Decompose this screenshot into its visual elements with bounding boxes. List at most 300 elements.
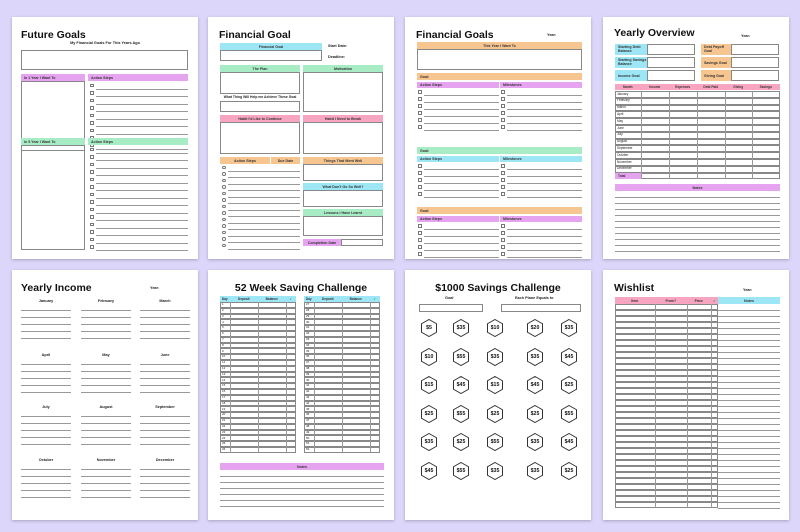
bullet-circle <box>222 192 226 196</box>
rule-line <box>718 418 780 419</box>
checkbox <box>418 118 422 122</box>
total-row <box>641 173 780 180</box>
rule-line <box>615 227 780 228</box>
hexagon-coin <box>421 348 437 366</box>
rule-line <box>424 257 499 258</box>
rule-line <box>507 130 582 131</box>
rule-line <box>615 233 780 234</box>
month-label: August <box>99 405 113 409</box>
checkbox <box>418 164 422 168</box>
day-number: 12 <box>222 366 226 370</box>
day-number: 4 <box>222 319 224 324</box>
checkbox <box>418 245 422 249</box>
milestones-header: Milestones <box>500 82 582 88</box>
rule-line <box>718 442 780 443</box>
rule-line <box>81 416 131 417</box>
rule-line <box>228 210 300 211</box>
page-yearly-overview <box>603 17 789 259</box>
month-label: September <box>155 405 175 409</box>
checkbox <box>90 193 94 197</box>
hexagon-coin <box>487 405 503 423</box>
rule-line <box>21 310 71 311</box>
day-number: 31 <box>306 325 310 330</box>
checkbox <box>501 118 505 122</box>
rule-line <box>21 385 71 386</box>
rule-line <box>96 134 188 135</box>
rule-line <box>424 183 499 184</box>
day-number: 40 <box>306 377 310 382</box>
hex-value: $45 <box>530 382 540 388</box>
rule-line <box>718 448 780 449</box>
checkbox <box>90 106 94 110</box>
hexagon-coin <box>421 433 437 451</box>
month-label: November <box>617 159 632 164</box>
day-number: 32 <box>306 331 310 336</box>
rule-line <box>21 317 71 318</box>
rule-line <box>424 236 499 237</box>
rule-line <box>21 444 71 445</box>
bullet-circle <box>222 237 226 241</box>
rule-line <box>140 430 190 431</box>
bullet-circle <box>222 211 226 215</box>
rule-line <box>615 203 780 204</box>
day-number: 52 <box>306 447 310 452</box>
checkbox <box>418 97 422 101</box>
rule-line <box>718 424 780 425</box>
rule-line <box>140 490 190 491</box>
rule-line <box>424 176 499 177</box>
rule-line <box>718 466 780 467</box>
rule-line <box>140 497 190 498</box>
month-label: December <box>155 458 175 462</box>
rule-line <box>424 169 499 170</box>
day-number: 49 <box>306 429 310 434</box>
checkbox <box>90 215 94 219</box>
rule-line <box>228 177 300 178</box>
day-number: 22 <box>222 424 226 428</box>
rule-line <box>220 482 384 483</box>
rule-line <box>424 130 499 131</box>
checkbox <box>90 99 94 103</box>
rule-line <box>718 490 780 491</box>
rule-line <box>228 197 300 198</box>
checkbox <box>501 231 505 235</box>
hexagon-coin <box>487 462 503 480</box>
month-label: June <box>160 353 170 357</box>
rule-line <box>81 497 131 498</box>
rule-line <box>615 197 780 198</box>
hexagon-coin <box>527 462 543 480</box>
rule-line <box>228 190 300 191</box>
checkbox <box>501 192 505 196</box>
rule-line <box>507 190 582 191</box>
subtitle: My Financial Goals For This Years Ago <box>70 41 140 45</box>
column-header: Expenses <box>669 84 697 90</box>
hexagon-coin <box>487 376 503 394</box>
month-label: April <box>617 111 624 116</box>
month-label: August <box>617 139 627 144</box>
rule-line <box>228 184 300 185</box>
went-well-header: Things That Went Well <box>303 157 383 164</box>
starting-savings-box <box>647 57 695 68</box>
bullet-circle <box>222 166 226 170</box>
goal-box <box>419 304 483 312</box>
hexagon-coin <box>561 319 577 337</box>
rule-line <box>220 506 384 507</box>
rule-line <box>718 508 780 509</box>
rule-line <box>615 239 780 240</box>
hexagon-coin <box>487 319 503 337</box>
rule-line <box>140 416 190 417</box>
checkbox <box>90 84 94 88</box>
page-title: Wishlist <box>614 282 655 294</box>
year-label: Year: <box>743 288 753 292</box>
rule-line <box>21 437 71 438</box>
checkbox <box>418 238 422 242</box>
rule-line <box>96 126 188 127</box>
checkbox <box>90 200 94 204</box>
rule-line <box>81 444 131 445</box>
milestones-header: Milestones <box>500 156 582 162</box>
deadline: Deadline: <box>328 55 346 59</box>
rule-line <box>718 388 780 389</box>
rule-line <box>140 331 190 332</box>
rule-line <box>228 229 300 230</box>
action-steps-header: Action Steps <box>417 156 499 162</box>
notes-lines <box>615 191 780 251</box>
checkbox <box>501 111 505 115</box>
rule-line <box>96 205 188 206</box>
year-label: Year: <box>547 33 557 37</box>
rule-line <box>21 338 71 339</box>
hexagon-coin <box>453 376 469 394</box>
page-financial-goal <box>208 17 394 259</box>
habit-break-header: Habit I Need to Break <box>303 115 383 122</box>
rule-line <box>424 102 499 103</box>
rule-line <box>507 95 582 96</box>
hexagon-coin <box>487 348 503 366</box>
help-box <box>220 101 300 112</box>
month-label: May <box>102 353 110 357</box>
day-number: 51 <box>306 441 310 446</box>
rule-line <box>21 331 71 332</box>
rule-line <box>21 371 71 372</box>
rule-line <box>140 437 190 438</box>
rule-line <box>21 497 71 498</box>
bullet-circle <box>222 179 226 183</box>
hex-value: $10 <box>490 325 500 331</box>
hexagon-coin <box>527 433 543 451</box>
rule-line <box>140 476 190 477</box>
rule-line <box>615 245 780 246</box>
rule-line <box>615 215 780 216</box>
column-header: Day <box>221 297 228 301</box>
hexagon-coin <box>453 405 469 423</box>
starting-savings: Starting Savings Balance <box>615 57 647 68</box>
rule-line <box>96 104 188 105</box>
page-title: Financial Goal <box>219 29 291 41</box>
rule-line <box>96 235 188 236</box>
rule-line <box>718 496 780 497</box>
rule-line <box>96 111 188 112</box>
rule-line <box>424 109 499 110</box>
day-number: 34 <box>306 342 310 347</box>
day-number: 14 <box>222 377 226 382</box>
goal-bar: Goal: <box>417 207 582 214</box>
bullet-circle <box>222 205 226 209</box>
day-number: 30 <box>306 319 310 324</box>
day-number: 27 <box>306 302 310 307</box>
completion-box <box>341 239 383 246</box>
rule-line <box>220 488 384 489</box>
column-divider <box>711 304 712 508</box>
month-label: May <box>617 118 624 123</box>
action-steps-header-2: Action Steps <box>88 138 188 145</box>
checkbox <box>90 129 94 133</box>
rule-line <box>228 236 300 237</box>
hex-value: $25 <box>564 467 574 474</box>
checkbox <box>501 178 505 182</box>
page-title: Yearly Overview <box>614 27 695 39</box>
day-number: 24 <box>222 435 226 440</box>
month-label: March <box>617 105 626 110</box>
column-header: Item <box>615 297 655 304</box>
rule-line <box>507 236 582 237</box>
day-number: 3 <box>222 313 224 318</box>
rule-line <box>81 371 131 372</box>
rule-line <box>96 168 188 169</box>
hex-value: $20 <box>530 325 540 331</box>
day-number: 10 <box>222 354 226 359</box>
rule-line <box>718 364 780 365</box>
rule-line <box>220 500 384 501</box>
rule-line <box>718 436 780 437</box>
checkbox <box>90 238 94 242</box>
checkbox <box>90 155 94 159</box>
starting-debt: Starting Debt Balance <box>615 44 647 55</box>
hex-value: $55 <box>564 410 574 417</box>
rule-line <box>718 394 780 395</box>
month-label: February <box>97 299 115 303</box>
rule-line <box>718 316 780 317</box>
column-divider <box>752 91 753 179</box>
checkbox <box>501 97 505 101</box>
checkbox <box>418 104 422 108</box>
rule-line <box>140 338 190 339</box>
hexagon-coin <box>453 433 469 451</box>
month-label: July <box>42 405 50 409</box>
rule-line <box>507 169 582 170</box>
rule-line <box>718 406 780 407</box>
checkbox <box>418 178 422 182</box>
checkbox <box>501 252 505 256</box>
didnt-go-box <box>303 190 383 207</box>
rule-line <box>140 378 190 379</box>
hex-value: $25 <box>456 439 466 445</box>
rule-line <box>718 454 780 455</box>
day-number: 44 <box>306 400 310 405</box>
day-number: 19 <box>222 406 226 411</box>
rule-line <box>424 229 499 230</box>
rule-line <box>718 358 780 359</box>
rule-line <box>81 317 131 318</box>
bullet-circle <box>222 224 226 228</box>
hexagon-coin <box>561 462 577 480</box>
rule-line <box>140 317 190 318</box>
checkbox <box>501 90 505 94</box>
hexagon-coin <box>421 376 437 394</box>
rule-line <box>718 400 780 401</box>
column-divider <box>342 302 343 453</box>
hexagon-coin <box>453 348 469 366</box>
checkbox <box>90 163 94 167</box>
checkbox <box>501 164 505 168</box>
hex-value: $35 <box>490 353 500 360</box>
habit-continue-header: Habit I'd Like to Continue <box>220 115 300 122</box>
hex-value: $55 <box>456 353 466 360</box>
checkbox <box>90 208 94 212</box>
rule-line <box>96 243 188 244</box>
rule-line <box>507 257 582 258</box>
day-number: 26 <box>222 447 226 452</box>
help-label: What Thing Will Help me Achieve These Goal <box>223 95 297 99</box>
hex-value: $35 <box>456 325 466 331</box>
column-header: Deposit <box>314 296 342 302</box>
rule-line <box>81 338 131 339</box>
page-1000-savings <box>405 270 591 520</box>
motivation-box <box>303 72 383 112</box>
day-number: 17 <box>222 395 226 399</box>
rule-line <box>96 228 188 229</box>
checkbox <box>501 185 505 189</box>
checkbox <box>418 171 422 175</box>
hexagon-coin <box>527 376 543 394</box>
column-header: Price <box>687 297 711 304</box>
hex-value: $35 <box>530 353 540 360</box>
rule-line <box>81 378 131 379</box>
day-number: 23 <box>222 429 226 434</box>
rule-line <box>718 472 780 473</box>
rule-line <box>507 176 582 177</box>
checkbox <box>501 245 505 249</box>
motivation-header: Motivation <box>303 65 383 72</box>
hex-value: $25 <box>530 410 540 417</box>
rule-line <box>81 483 131 484</box>
day-number: 29 <box>306 313 310 318</box>
day-number: 47 <box>306 418 310 423</box>
rule-line <box>424 197 499 198</box>
rule-line <box>718 328 780 329</box>
rule-line <box>96 183 188 184</box>
day-number: 7 <box>222 337 224 341</box>
habit-break-box <box>303 122 383 154</box>
checkbox <box>90 91 94 95</box>
goal-bar: Goal: <box>417 147 582 154</box>
day-number: 9 <box>222 348 224 353</box>
want-box <box>417 49 582 70</box>
rule-line <box>140 469 190 470</box>
rule-line <box>96 96 188 97</box>
rule-line <box>21 423 71 424</box>
rule-line <box>96 160 188 161</box>
checkbox <box>501 125 505 129</box>
rule-line <box>228 223 300 224</box>
goal-bar: Goal: <box>417 73 582 80</box>
rule-line <box>507 197 582 198</box>
year-label: Year: <box>741 34 751 38</box>
rule-line <box>424 95 499 96</box>
plan-box <box>220 72 300 94</box>
rule-line <box>507 243 582 244</box>
day-number: 36 <box>306 354 310 359</box>
checkbox <box>418 90 422 94</box>
column-divider <box>725 91 726 179</box>
goal-label: Goal <box>445 296 454 300</box>
checkbox <box>90 114 94 118</box>
rule-line <box>21 392 71 393</box>
day-number: 2 <box>222 308 224 312</box>
page-title: 52 Week Saving Challenge <box>234 282 368 294</box>
rule-line <box>96 220 188 221</box>
rule-line <box>507 123 582 124</box>
rule-line <box>21 490 71 491</box>
action-lines-2 <box>88 145 188 250</box>
month-label: February <box>617 98 630 103</box>
rule-line <box>81 469 131 470</box>
notes-header: Notes <box>220 463 384 470</box>
hex-value: $55 <box>456 410 466 417</box>
day-number: 33 <box>306 337 310 341</box>
checkbox <box>90 223 94 227</box>
page-title: $1000 Savings Challenge <box>435 282 561 294</box>
checkbox <box>90 121 94 125</box>
day-number: 48 <box>306 424 310 428</box>
total-label: Total <box>615 173 641 180</box>
rule-line <box>21 416 71 417</box>
day-number: 5 <box>222 325 224 330</box>
rule-line <box>424 243 499 244</box>
day-number: 41 <box>306 383 310 388</box>
bullet-circle <box>222 231 226 235</box>
hex-value: $15 <box>424 382 434 388</box>
equals-label: Each Plane Equals to <box>515 296 554 300</box>
page-future-goals <box>12 17 198 259</box>
milestones-header: Milestones <box>500 216 582 222</box>
action-steps-header: Action Steps <box>417 82 499 88</box>
page-52-week <box>208 270 394 520</box>
day-number: 45 <box>306 406 310 411</box>
notes-header: Notes <box>718 297 780 304</box>
day-number: 8 <box>222 342 224 347</box>
rule-line <box>718 460 780 461</box>
checkbox <box>418 111 422 115</box>
rule-line <box>615 209 780 210</box>
hexagon-coin <box>421 462 437 480</box>
went-well-box <box>303 164 383 181</box>
rule-line <box>81 331 131 332</box>
rule-line <box>615 221 780 222</box>
rule-line <box>718 502 780 503</box>
rule-line <box>228 203 300 204</box>
checkbox <box>90 148 94 152</box>
column-divider <box>687 304 688 508</box>
debt-payoff-box <box>731 44 779 55</box>
column-header: Balance <box>258 296 286 302</box>
year-label: Year: <box>150 286 160 290</box>
column-divider <box>370 302 371 453</box>
month-label: November <box>96 458 116 462</box>
rule-line <box>96 89 188 90</box>
